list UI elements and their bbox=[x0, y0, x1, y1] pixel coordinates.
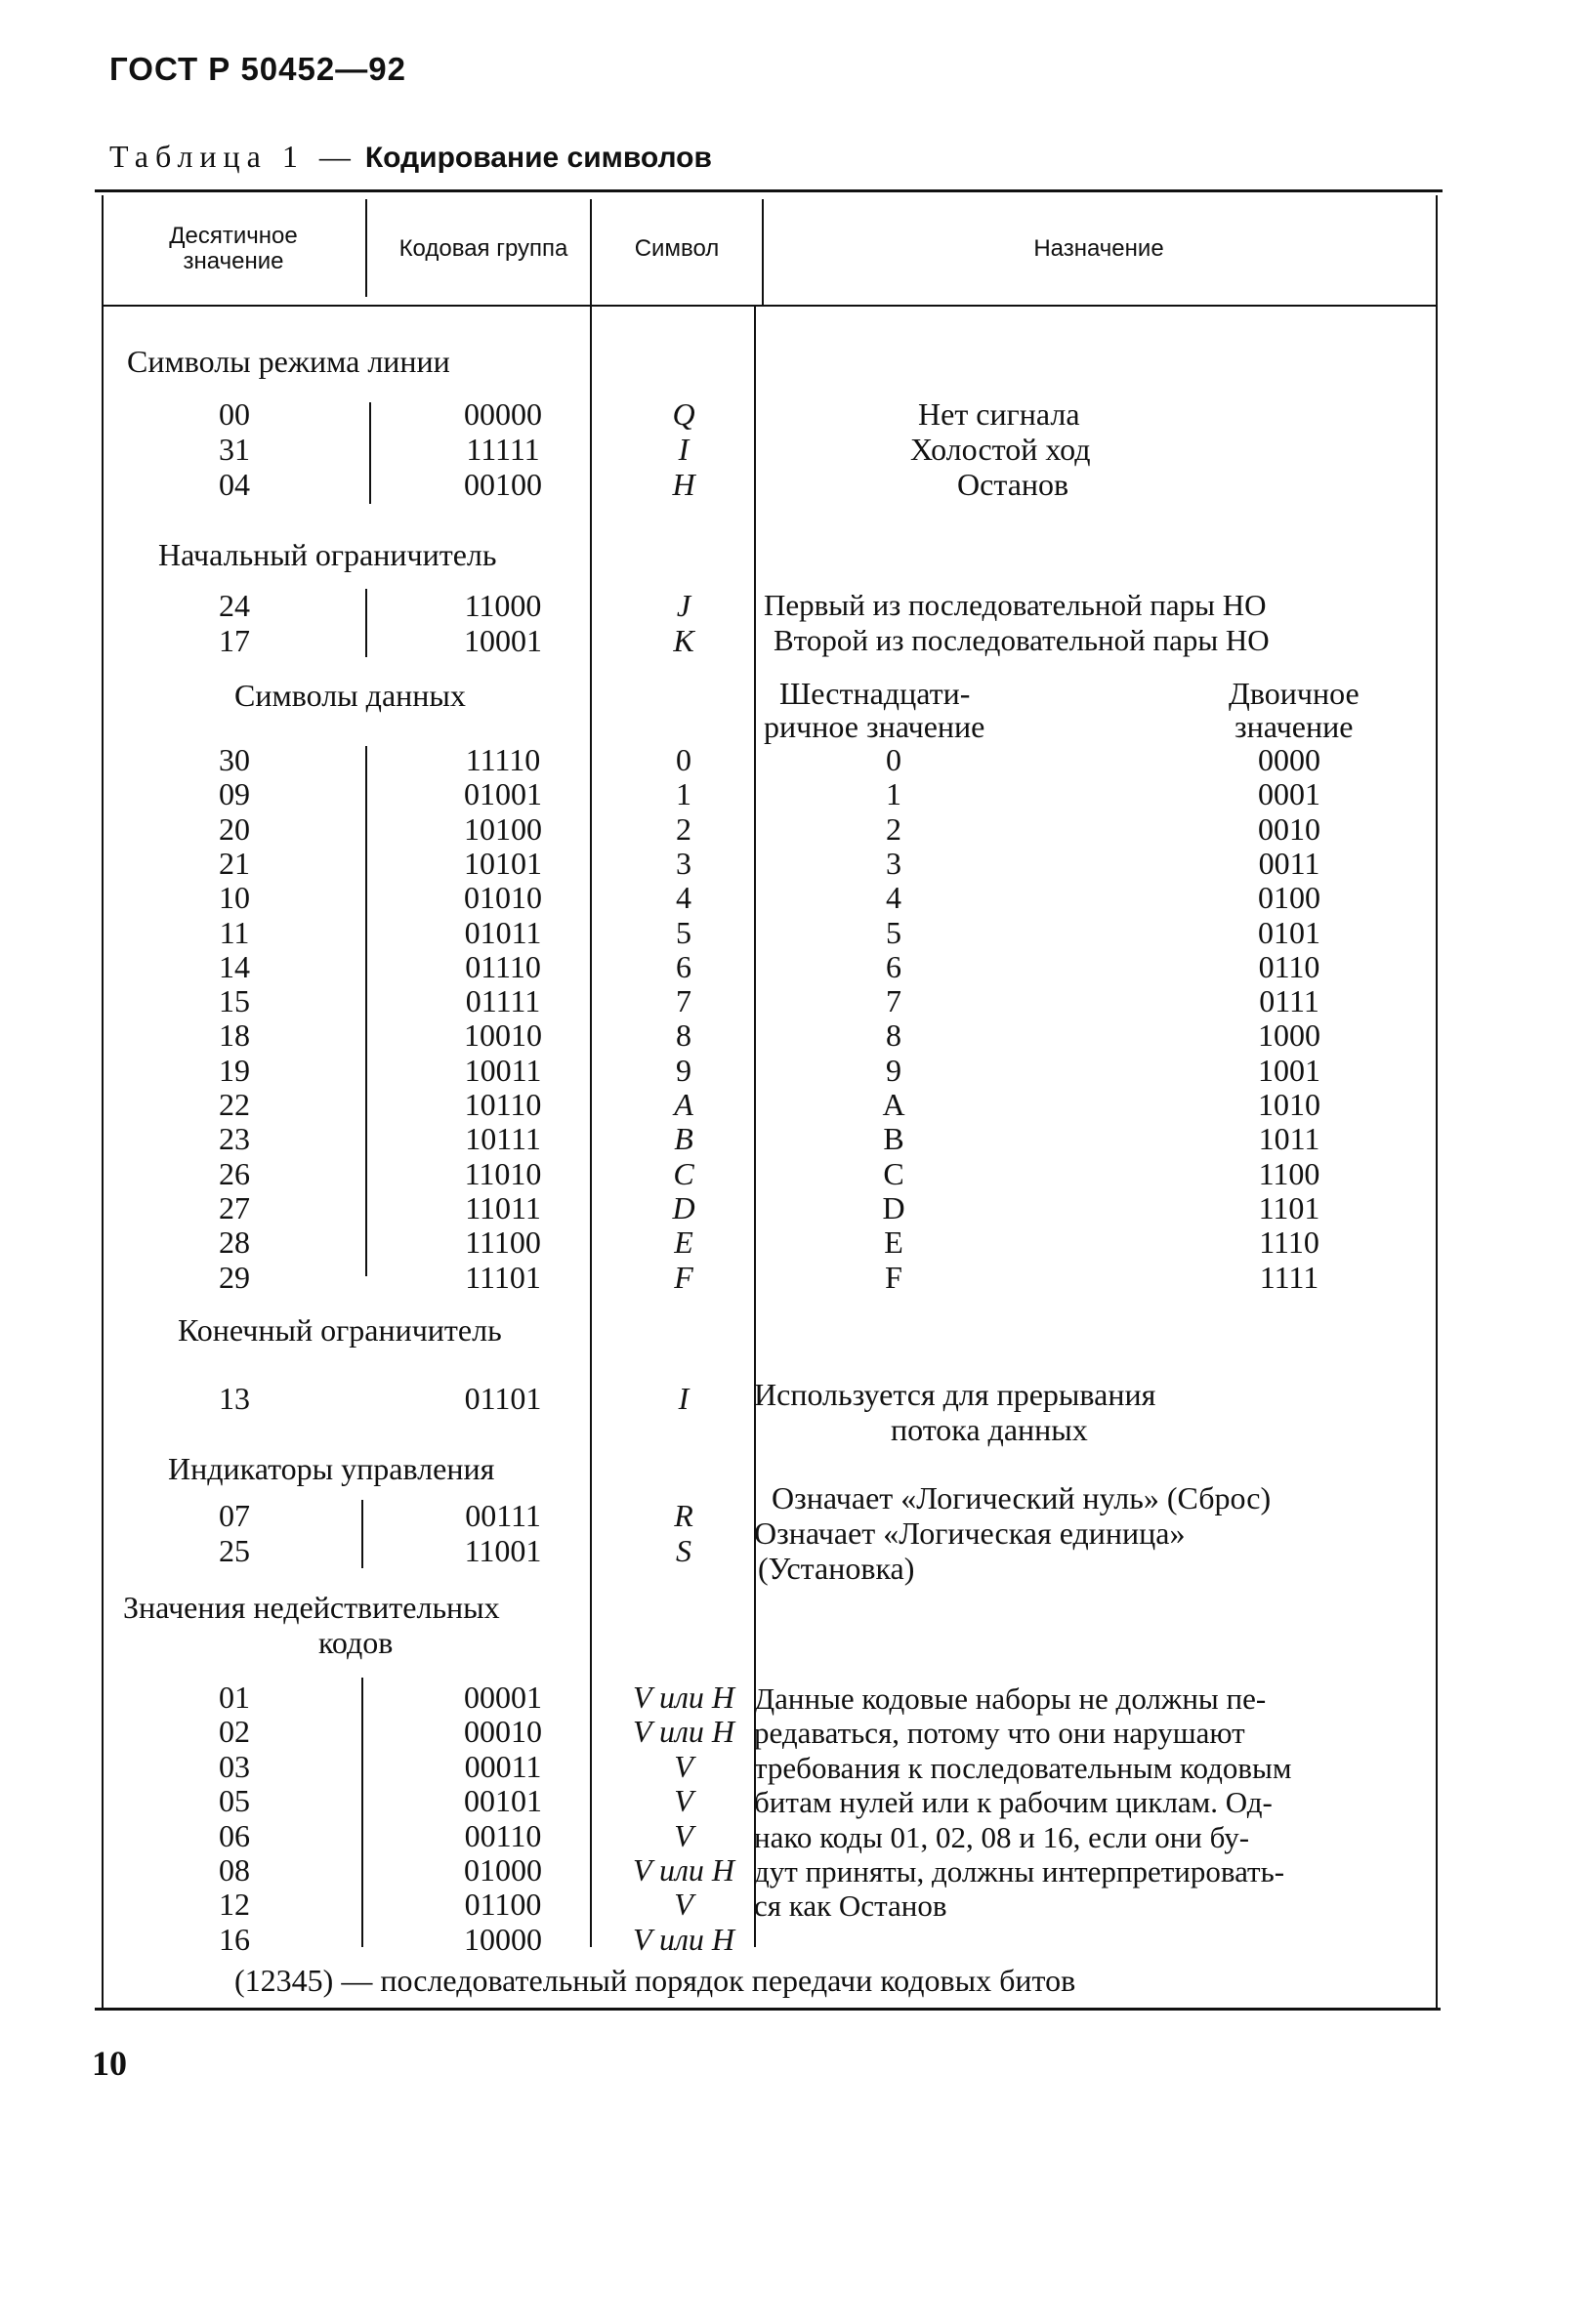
invalid-code: 00010 bbox=[464, 1714, 542, 1750]
description-line: нако коды 01, 02, 08 и 16, если они бу- bbox=[754, 1819, 1250, 1854]
invalid-symbol: V bbox=[674, 1817, 693, 1853]
data-symbol: 2 bbox=[676, 810, 691, 847]
line-mode-decimal: 31 bbox=[219, 432, 250, 467]
description-line: Данные кодовые наборы не должны пе- bbox=[754, 1681, 1267, 1716]
data-symbol: 8 bbox=[676, 1017, 691, 1054]
data-code: 10100 bbox=[464, 810, 542, 847]
data-hex: 6 bbox=[886, 948, 901, 984]
data-decimal: 21 bbox=[219, 845, 250, 881]
invalid-code: 10000 bbox=[464, 1921, 542, 1957]
data-symbol: A bbox=[674, 1087, 693, 1122]
description-line: битам нулей или к рабочим циклам. Од- bbox=[754, 1785, 1273, 1820]
table-top-rule bbox=[95, 189, 1443, 192]
data-symbol: F bbox=[674, 1259, 693, 1295]
page-number: 10 bbox=[92, 2044, 127, 2083]
group-line-mode: Символы режима линии bbox=[127, 344, 450, 379]
header-symbol: Символ bbox=[634, 235, 720, 262]
data-decimal: 09 bbox=[219, 776, 250, 812]
row-separator bbox=[361, 1500, 363, 1568]
data-decimal: 23 bbox=[219, 1121, 250, 1157]
start-delim-purpose: Первый из последовательной пары НО bbox=[764, 588, 1267, 622]
group-data-symbols: Символы данных bbox=[234, 678, 466, 713]
data-binary: 1011 bbox=[1258, 1121, 1320, 1157]
control-symbol: S bbox=[676, 1533, 691, 1568]
data-symbol: 1 bbox=[676, 776, 691, 812]
data-symbol: 4 bbox=[676, 880, 691, 916]
invalid-code: 00110 bbox=[464, 1817, 542, 1853]
data-binary: 1111 bbox=[1259, 1259, 1319, 1295]
end-delim-purpose: Используется для прерывания bbox=[754, 1377, 1156, 1412]
control-decimal: 07 bbox=[219, 1498, 250, 1533]
data-decimal: 10 bbox=[219, 880, 250, 916]
start-delim-symbol: J bbox=[676, 588, 691, 623]
data-binary: 0000 bbox=[1258, 742, 1320, 777]
data-code: 11100 bbox=[465, 1224, 541, 1261]
invalid-symbol: V bbox=[674, 1887, 693, 1923]
description-line: редаваться, потому что они нарушают bbox=[754, 1716, 1245, 1751]
data-symbol: D bbox=[672, 1189, 695, 1225]
start-delim-decimal: 17 bbox=[219, 623, 250, 658]
data-hex: 4 bbox=[886, 880, 901, 916]
data-symbol: C bbox=[673, 1155, 694, 1191]
header-decimal: Десятичное значение bbox=[169, 223, 298, 274]
data-decimal: 30 bbox=[219, 742, 250, 777]
header-code-group: Кодовая группа bbox=[398, 235, 568, 262]
group-end-delimiter: Конечный ограничитель bbox=[178, 1312, 502, 1348]
data-code: 11011 bbox=[465, 1189, 541, 1225]
data-binary: 0111 bbox=[1259, 983, 1319, 1019]
data-hex: A bbox=[882, 1087, 905, 1122]
data-decimal: 28 bbox=[219, 1224, 250, 1261]
end-delim-code: 01101 bbox=[464, 1381, 542, 1416]
description-line: требования к последовательным кодовым bbox=[754, 1750, 1292, 1785]
data-hex: C bbox=[883, 1155, 904, 1191]
invalid-symbol: V или H bbox=[632, 1852, 735, 1888]
invalid-decimal: 01 bbox=[219, 1680, 250, 1715]
invalid-symbol: V bbox=[674, 1783, 693, 1819]
group-invalid-codes: Значения недействительных bbox=[123, 1590, 500, 1625]
row-separator bbox=[361, 1678, 363, 1947]
header-divider-3 bbox=[762, 199, 764, 305]
invalid-decimal: 06 bbox=[219, 1817, 250, 1853]
invalid-decimal: 08 bbox=[219, 1852, 250, 1888]
binary-value-header: Двоичное bbox=[1229, 676, 1360, 711]
invalid-symbol: V или H bbox=[632, 1921, 735, 1957]
control-code: 11001 bbox=[464, 1533, 542, 1568]
data-code: 01001 bbox=[464, 776, 542, 812]
end-delim-decimal: 13 bbox=[219, 1381, 250, 1416]
data-binary: 0100 bbox=[1258, 880, 1320, 916]
invalid-code: 01100 bbox=[464, 1887, 542, 1923]
data-decimal: 27 bbox=[219, 1189, 250, 1225]
header-divider-1 bbox=[365, 199, 367, 297]
binary-value-header-cont: значение bbox=[1234, 709, 1354, 744]
line-mode-code: 11111 bbox=[466, 432, 540, 467]
data-symbol: 7 bbox=[676, 983, 691, 1019]
data-symbol: 3 bbox=[676, 845, 691, 881]
data-decimal: 20 bbox=[219, 810, 250, 847]
invalid-code: 00101 bbox=[464, 1783, 542, 1819]
data-code: 01111 bbox=[465, 983, 541, 1019]
data-code: 10111 bbox=[465, 1121, 541, 1157]
control-code: 00111 bbox=[465, 1498, 541, 1533]
data-decimal: 18 bbox=[219, 1017, 250, 1054]
data-decimal: 29 bbox=[219, 1259, 250, 1295]
data-hex: 3 bbox=[886, 845, 901, 881]
data-code: 10011 bbox=[464, 1052, 542, 1088]
data-binary: 0101 bbox=[1258, 914, 1320, 950]
data-decimal: 22 bbox=[219, 1087, 250, 1122]
group-invalid-codes-cont: кодов bbox=[318, 1625, 394, 1660]
group-start-delimiter: Начальный ограничитель bbox=[158, 537, 497, 572]
table-bottom-rule bbox=[95, 2008, 1441, 2011]
line-mode-code: 00100 bbox=[464, 467, 542, 502]
line-mode-symbol: H bbox=[672, 467, 695, 502]
start-delim-purpose: Второй из последовательной пары НО bbox=[774, 623, 1270, 657]
data-binary: 1101 bbox=[1258, 1189, 1320, 1225]
data-symbol: 9 bbox=[676, 1052, 691, 1088]
data-symbol: 0 bbox=[676, 742, 691, 777]
data-binary: 1100 bbox=[1258, 1155, 1320, 1191]
data-code: 11010 bbox=[464, 1155, 542, 1191]
start-delim-symbol: K bbox=[673, 623, 694, 658]
invalid-symbol: V bbox=[674, 1748, 693, 1784]
end-delim-purpose-cont: потока данных bbox=[891, 1412, 1088, 1447]
control-desc-set-cont: (Установка) bbox=[758, 1551, 915, 1586]
data-hex: E bbox=[884, 1224, 903, 1261]
data-binary: 0001 bbox=[1258, 776, 1320, 812]
invalid-code: 00001 bbox=[464, 1680, 542, 1715]
data-symbol: 6 bbox=[676, 948, 691, 984]
line-mode-symbol: Q bbox=[672, 396, 695, 432]
data-hex: 1 bbox=[886, 776, 901, 812]
data-hex: 5 bbox=[886, 914, 901, 950]
data-code: 10010 bbox=[464, 1017, 542, 1054]
data-binary: 1110 bbox=[1259, 1224, 1319, 1261]
hex-value-header-cont: ричное значение bbox=[764, 709, 985, 744]
invalid-decimal: 02 bbox=[219, 1714, 250, 1750]
data-decimal: 11 bbox=[219, 914, 250, 950]
line-mode-code: 00000 bbox=[464, 396, 542, 432]
data-binary: 1010 bbox=[1258, 1087, 1320, 1122]
data-binary: 0010 bbox=[1258, 810, 1320, 847]
data-symbol: E bbox=[674, 1224, 693, 1261]
description-line: дут приняты, должны интерпретировать- bbox=[754, 1854, 1285, 1889]
data-hex: 9 bbox=[886, 1052, 901, 1088]
invalid-decimal: 05 bbox=[219, 1783, 250, 1819]
line-mode-purpose: Холостой ход bbox=[910, 432, 1091, 467]
table-note: (12345) — последовательный порядок передачи кодовых битов bbox=[234, 1963, 1076, 1998]
invalid-codes-description bbox=[754, 1681, 1438, 1924]
data-hex: 8 bbox=[886, 1017, 901, 1054]
row-separator bbox=[365, 589, 367, 657]
invalid-decimal: 03 bbox=[219, 1748, 250, 1784]
description-line: ся как Останов bbox=[754, 1888, 947, 1924]
data-hex: 2 bbox=[886, 810, 901, 847]
data-binary: 1000 bbox=[1258, 1017, 1320, 1054]
data-hex: B bbox=[883, 1121, 904, 1157]
invalid-decimal: 12 bbox=[219, 1887, 250, 1923]
caption-title: Кодирование символов bbox=[364, 142, 712, 174]
data-code: 11110 bbox=[465, 742, 541, 777]
control-desc-set: Означает «Логическая единица» bbox=[754, 1515, 1186, 1551]
data-code: 11101 bbox=[465, 1259, 541, 1295]
data-code: 10110 bbox=[464, 1087, 542, 1122]
data-symbol: 5 bbox=[676, 914, 691, 950]
data-decimal: 26 bbox=[219, 1155, 250, 1191]
start-delim-code: 10001 bbox=[464, 623, 542, 658]
control-decimal: 25 bbox=[219, 1533, 250, 1568]
header-purpose: Назначение bbox=[1033, 235, 1164, 262]
data-code: 01011 bbox=[464, 914, 542, 950]
data-code: 01010 bbox=[464, 880, 542, 916]
invalid-code: 00011 bbox=[464, 1748, 542, 1784]
line-mode-decimal: 00 bbox=[219, 396, 250, 432]
document-code: ГОСТ Р 50452—92 bbox=[109, 51, 406, 87]
data-symbol: B bbox=[674, 1121, 693, 1157]
line-mode-decimal: 04 bbox=[219, 467, 250, 502]
data-decimal: 14 bbox=[219, 948, 250, 984]
line-mode-purpose: Нет сигнала bbox=[918, 396, 1080, 432]
data-hex: F bbox=[885, 1259, 902, 1295]
data-binary: 1001 bbox=[1258, 1052, 1320, 1088]
end-delim-symbol: I bbox=[678, 1381, 690, 1416]
table-left-border bbox=[102, 195, 104, 2008]
row-separator bbox=[365, 746, 367, 1276]
control-desc-reset: Означает «Логический нуль» (Сброс) bbox=[772, 1480, 1272, 1515]
data-hex: 7 bbox=[886, 983, 901, 1019]
table-caption bbox=[109, 139, 712, 175]
line-mode-purpose: Останов bbox=[957, 467, 1069, 502]
data-code: 01110 bbox=[465, 948, 541, 984]
line-mode-symbol: I bbox=[678, 432, 690, 467]
control-symbol: R bbox=[674, 1498, 693, 1533]
data-decimal: 19 bbox=[219, 1052, 250, 1088]
caption-label: Таблица 1 — bbox=[109, 139, 357, 174]
group-control-indicators: Индикаторы управления bbox=[168, 1451, 495, 1486]
data-hex: 0 bbox=[886, 742, 901, 777]
data-binary: 0110 bbox=[1258, 948, 1320, 984]
data-binary: 0011 bbox=[1258, 845, 1320, 881]
invalid-code: 01000 bbox=[464, 1852, 542, 1888]
invalid-symbol: V или H bbox=[632, 1680, 735, 1715]
start-delim-decimal: 24 bbox=[219, 588, 250, 623]
data-code: 10101 bbox=[464, 845, 542, 881]
invalid-symbol: V или H bbox=[632, 1714, 735, 1750]
row-separator bbox=[369, 402, 371, 504]
header-bottom-rule bbox=[104, 305, 1438, 307]
data-decimal: 15 bbox=[219, 983, 250, 1019]
data-hex: D bbox=[882, 1189, 905, 1225]
invalid-decimal: 16 bbox=[219, 1921, 250, 1957]
hex-value-header: Шестнадцати- bbox=[779, 676, 971, 711]
header-divider-2 bbox=[590, 199, 592, 305]
start-delim-code: 11000 bbox=[464, 588, 542, 623]
